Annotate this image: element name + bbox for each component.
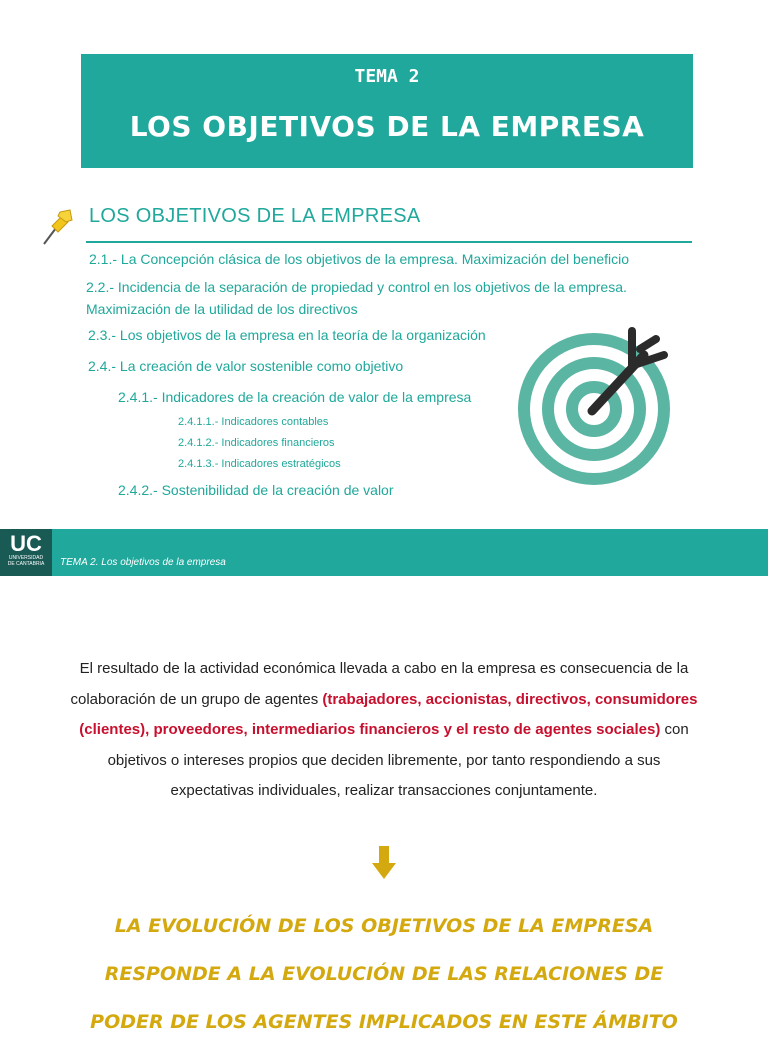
section-divider: [86, 241, 692, 243]
toc-item-2-4-1-1: 2.4.1.1.- Indicadores contables: [178, 416, 329, 428]
pushpin-icon: [40, 206, 74, 246]
logo-line-2: DE CANTABRIA: [7, 561, 45, 567]
toc-item-2-4: 2.4.- La creación de valor sostenible como objetivo: [88, 358, 404, 374]
title-banner: [81, 54, 693, 168]
target-dart-icon: [514, 325, 674, 487]
topic-number: TEMA 2: [354, 66, 420, 87]
toc-item-2-4-1: 2.4.1.- Indicadores de la creación de valor de la empresa: [118, 389, 472, 405]
footer-bar: [0, 529, 768, 576]
page-title: LOS OBJETIVOS DE LA EMPRESA: [129, 110, 645, 143]
arrow-down-icon: [371, 845, 397, 881]
paragraph-text-start: El resultado de la actividad económica llevada a cabo en la empresa es consecuencia de la colaboración de un grupo de agentes: [70, 660, 689, 708]
paragraph-text-end: con objetivos o intereses propios que deciden libremente, por tanto respondiendo a sus expectativas individuales, realizar transacciones conjuntamente.: [107, 721, 689, 799]
footer-caption: TEMA 2. Los objetivos de la empresa: [60, 557, 226, 568]
toc-item-2-4-2: 2.4.2.- Sostenibilidad de la creación de valor: [118, 482, 394, 498]
body-paragraph: [66, 654, 702, 807]
toc-item-2-4-1-2: 2.4.1.2.- Indicadores financieros: [178, 437, 335, 449]
highlighted-agents: (trabajadores, accionistas, directivos, consumidores (clientes), proveedores, intermediarios financieros y el resto de agentes sociales): [79, 690, 698, 738]
toc-item-2-2: 2.2.- Incidencia de la separación de propiedad y control en los objetivos de la empresa. Maximización de la utilidad de los directivos: [86, 279, 627, 317]
toc-item-2-3: 2.3.- Los objetivos de la empresa en la teoría de la organización: [88, 327, 486, 343]
logo-mark: UC: [10, 531, 42, 556]
toc-item-2-1: 2.1.- La Concepción clásica de los objetivos de la empresa. Maximización del beneficio: [89, 251, 630, 267]
conclusion-statement: LA EVOLUCIÓN DE LOS OBJETIVOS DE LA EMPRESA RESPONDE A LA EVOLUCIÓN DE LAS RELACIONES DE PODER DE LOS AGENTES IMPLICADOS EN ESTE ÁMBITO: [90, 915, 678, 1033]
university-logo: [0, 529, 52, 576]
logo-line-1: UNIVERSIDAD: [8, 555, 44, 561]
toc-item-2-4-1-3: 2.4.1.3.- Indicadores estratégicos: [178, 458, 341, 470]
section-heading: LOS OBJETIVOS DE LA EMPRESA: [89, 205, 421, 227]
